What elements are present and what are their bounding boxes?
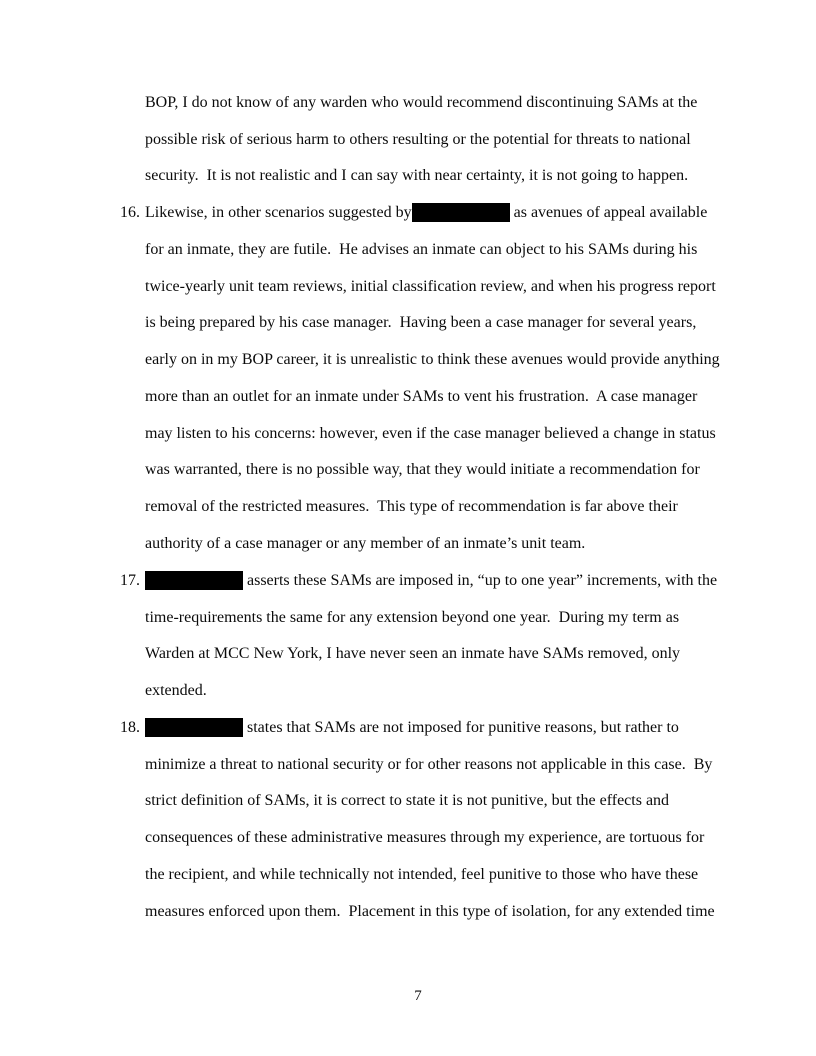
text-line: minimize a threat to national security or for other reasons not applicable in this case. By [145,755,713,773]
text-line: the recipient, and while technically not intended, feel punitive to those who have these [145,865,699,883]
text-line: was warranted, there is no possible way, that they would initiate a recommendation for [145,461,700,479]
text-line: more than an outlet for an inmate under SAMs to vent his frustration. A case manager [145,387,698,405]
text-line [120,710,760,747]
redaction-bar [145,571,243,590]
text-segment: states that SAMs are not imposed for punitive reasons, but rather to [243,718,679,736]
paragraph-15-continuation [120,85,760,195]
text-line: removal of the restricted measures. This type of recommendation is far above their [145,498,678,516]
paragraph-17 [120,563,760,710]
page-number: 7 [414,988,422,1004]
text-line: security. It is not realistic and I can say with near certainty, it is not going to happen. [145,167,689,185]
text-line: is being prepared by his case manager. Having been a case manager for several years, [145,314,697,332]
text-segment: as avenues of appeal available [509,204,708,222]
paragraph-number: 16. [120,204,140,222]
paragraph-18 [120,710,760,931]
text-line [120,195,760,232]
paragraph-number: 17. [120,571,140,589]
text-line: may listen to his concerns: however, even if the case manager believed a change in status [145,424,716,442]
text-line: consequences of these administrative measures through my experience, are tortuous for [145,829,705,847]
redaction-bar [145,718,243,737]
text-line: time-requirements the same for any extension beyond one year. During my term as [145,608,680,626]
text-line: strict definition of SAMs, it is correct to state it is not punitive, but the effects and [145,792,670,810]
text-line: for an inmate, they are futile. He advises an inmate can object to his SAMs during his [145,240,698,258]
paragraph-number: 18. [120,718,140,736]
redaction-bar [412,203,510,222]
text-line: early on in my BOP career, it is unrealistic to think these avenues would provide anything [145,351,720,369]
text-line: measures enforced upon them. Placement in this type of isolation, for any extended time [145,902,715,920]
paragraph-16 [120,195,760,563]
text-line: authority of a case manager or any member of an inmate’s unit team. [145,534,586,552]
document-body [120,85,760,931]
text-segment: asserts these SAMs are imposed in, “up to one year” increments, with the [243,571,718,589]
text-line: Warden at MCC New York, I have never seen an inmate have SAMs removed, only [145,645,681,663]
text-line: twice-yearly unit team reviews, initial classification review, and when his progress report [145,277,716,295]
text-line: extended. [145,682,207,700]
text-segment: Likewise, in other scenarios suggested by [145,204,412,222]
text-line: possible risk of serious harm to others resulting or the potential for threats to national [145,130,691,148]
text-line [120,563,760,600]
text-line: BOP, I do not know of any warden who would recommend discontinuing SAMs at the [145,93,698,111]
